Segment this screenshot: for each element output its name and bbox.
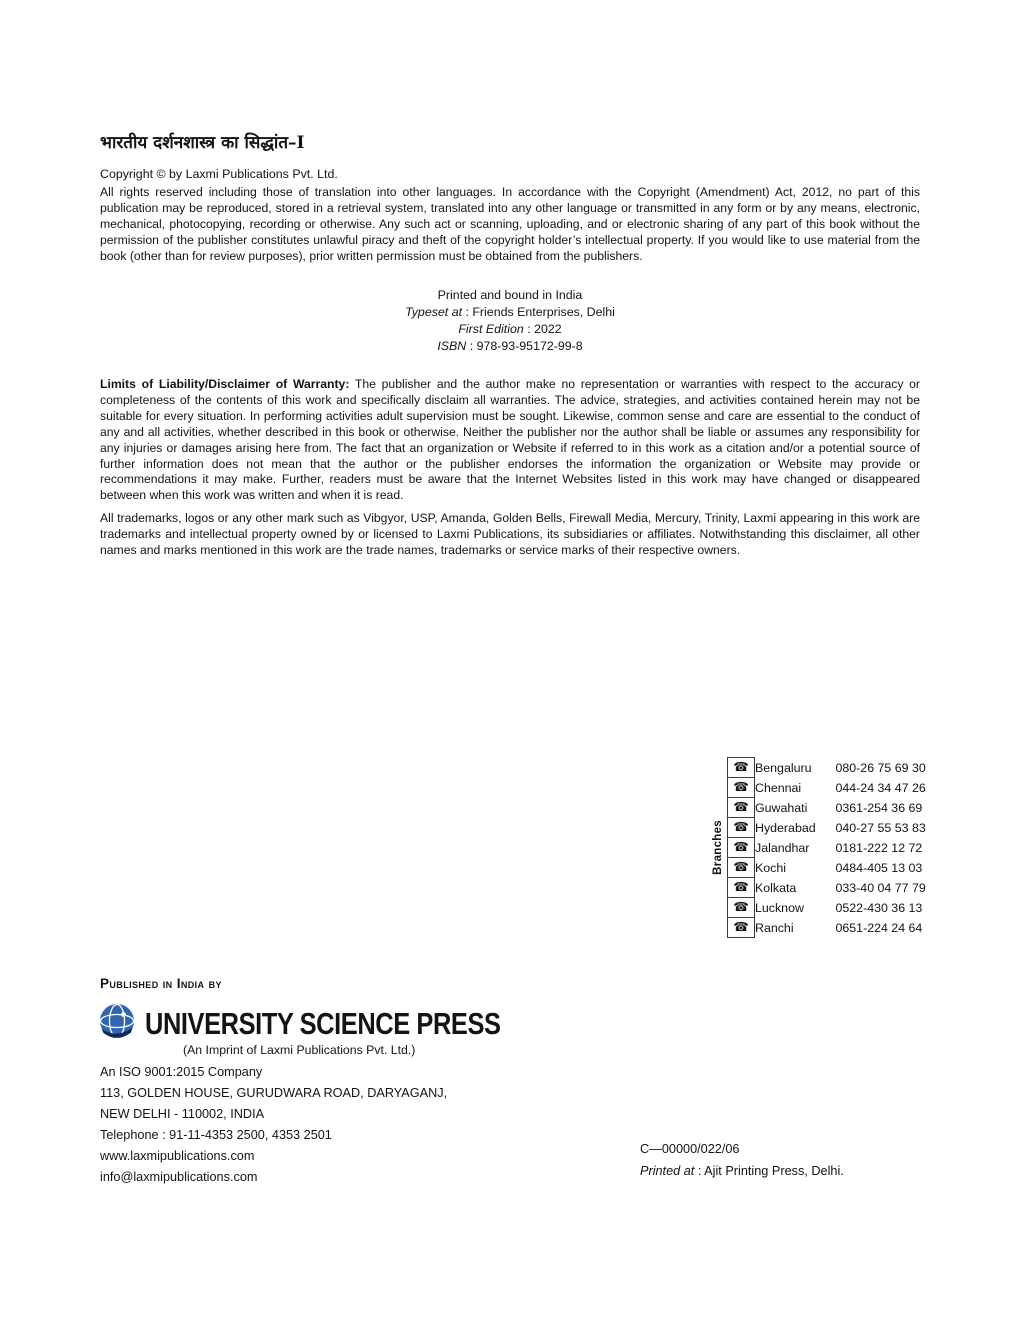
branch-row: [728, 798, 926, 818]
imprint-line: (An Imprint of Laxmi Publications Pvt. Ltd.): [183, 1043, 416, 1057]
printing-details-block: [0, 287, 1020, 355]
branch-row: [728, 778, 926, 798]
phone-icon: ☎: [733, 920, 749, 934]
copyright-line: Copyright © by Laxmi Publications Pvt. Ltd.: [100, 167, 338, 181]
limits-paragraph: [100, 377, 920, 504]
branch-city: Hyderabad: [755, 820, 816, 835]
printed-at-line: [640, 1161, 844, 1183]
isbn-label: ISBN: [437, 339, 467, 353]
branch-city: Jalandhar: [755, 840, 810, 855]
phone-icon: ☎: [733, 860, 749, 874]
iso-line: An ISO 9001:2015 Company: [100, 1065, 263, 1079]
branch-row: [728, 898, 926, 918]
publisher-logo-icon: [98, 1002, 136, 1045]
published-in-india-line: Published in India by: [100, 976, 222, 991]
branch-phone: 080-26 75 69 30: [835, 760, 926, 775]
branch-phone: 0651-224 24 64: [835, 920, 923, 935]
print-run-block: [640, 1139, 844, 1182]
typeset-line: [0, 304, 1020, 321]
branch-city: Chennai: [755, 780, 802, 795]
publisher-banner: [98, 1002, 579, 1045]
printed-bound-line: Printed and bound in India: [437, 288, 583, 302]
branch-row: [728, 838, 926, 858]
branches-label: Branches: [712, 820, 724, 875]
edition-line: [0, 321, 1020, 338]
trademarks-paragraph: All trademarks, logos or any other mark such as Vibgyor, USP, Amanda, Golden Bells, Firewall Media, Mercury, Trinity, Laxmi appearing in this work are trademarks and intellectual property owned by or licensed to Laxmi Publications, its subsidiaries or affiliates. Notwithstanding this disclaimer, all other names and marks mentioned in this work are the trade names, trademarks or service marks of their respective owners.: [100, 511, 920, 557]
rights-paragraph: All rights reserved including those of translation into other languages. In accordance with the Copyright (Amendment) Act, 2012, no part of this publication may be reproduced, stored in a retrieval system, translated into any other language or transmitted in any form or by any means, electronic, mechanical, photocopying, recording or otherwise. Any such act or scanning, uploading, and or electronic sharing of any part of this book without the permission of the publisher constitutes unlawful piracy and theft of the copyright holder’s intellectual property. If you would like to use material from the book (other than for review purposes), prior written permission must be obtained from the publishers.: [100, 185, 920, 263]
branch-phone: 040-27 55 53 83: [835, 820, 926, 835]
branches-table: [727, 757, 926, 938]
book-title: भारतीय दर्शनशास्त्र का सिद्धांत–I: [100, 133, 305, 153]
address-line-1: 113, GOLDEN HOUSE, GURUDWARA ROAD, DARYAGANJ,: [100, 1086, 448, 1100]
press-name: UNIVERSITY SCIENCE PRESS: [145, 1005, 501, 1041]
branch-city: Kolkata: [755, 880, 797, 895]
branches-block: [712, 757, 926, 938]
printed-at-value: : Ajit Printing Press, Delhi.: [694, 1163, 844, 1178]
limits-heading: Limits of Liability/Disclaimer of Warranty:: [100, 377, 350, 391]
website-text: www.laxmipublications.com: [100, 1149, 255, 1163]
branch-city: Bengaluru: [755, 760, 812, 775]
branch-row: [728, 878, 926, 898]
branch-row: [728, 858, 926, 878]
branch-city: Guwahati: [755, 800, 808, 815]
branch-phone: 0484-405 13 03: [835, 860, 923, 875]
branch-row: [728, 818, 926, 838]
publisher-address-block: [100, 1062, 447, 1188]
phone-icon: ☎: [733, 780, 749, 794]
branch-phone: 0361-254 36 69: [835, 800, 923, 815]
phone-icon: ☎: [733, 900, 749, 914]
address-line-2: NEW DELHI - 110002, INDIA: [100, 1107, 265, 1121]
branch-city: Ranchi: [755, 920, 794, 935]
branch-phone: 0522-430 36 13: [835, 900, 923, 915]
branch-city: Kochi: [755, 860, 786, 875]
branch-row: [728, 758, 926, 778]
phone-icon: ☎: [733, 800, 749, 814]
typeset-label: Typeset at: [405, 305, 463, 319]
print-code: C—00000/022/06: [640, 1142, 740, 1156]
phone-icon: ☎: [733, 880, 749, 894]
isbn-line: [0, 338, 1020, 355]
printed-at-label: Printed at: [640, 1163, 695, 1178]
branch-phone: 044-24 34 47 26: [835, 780, 926, 795]
branch-row: [728, 918, 926, 938]
limits-body: The publisher and the author make no representation or warranties with respect to the accuracy or completeness of the contents of this work and specifically disclaim all warranties. The advice, strategies, and activities contained herein may not be suitable for every situation. In performing activities adult supervision must be sought. Likewise, common sense and care are essential to the conduct of any and all activities, whether described in this book or otherwise. Neither the publisher nor the author shall be liable or assumes any responsibility for any injuries or damages arising here from. The fact that an organization or Website if referred to in this work as a citation and/or a potential source of further information does not mean that the author or the publisher endorses the information the organization or Website may provide or recommendations it may make. Further, readers must be aware that the Internet Websites listed in this work may have changed or disappeared between when this work was written and when it is read.: [100, 377, 920, 503]
typeset-value: : Friends Enterprises, Delhi: [462, 305, 615, 319]
branch-city: Lucknow: [755, 900, 804, 915]
phone-icon: ☎: [733, 820, 749, 834]
email-text: info@laxmipublications.com: [100, 1170, 258, 1184]
isbn-value: : 978-93-95172-99-8: [466, 339, 583, 353]
edition-label: First Edition: [458, 322, 524, 336]
phone-icon: ☎: [733, 760, 749, 774]
edition-value: : 2022: [523, 322, 562, 336]
phone-icon: ☎: [733, 840, 749, 854]
branch-phone: 0181-222 12 72: [835, 840, 923, 855]
telephone-line: Telephone : 91-11-4353 2500, 4353 2501: [100, 1128, 332, 1142]
branch-phone: 033-40 04 77 79: [835, 880, 926, 895]
